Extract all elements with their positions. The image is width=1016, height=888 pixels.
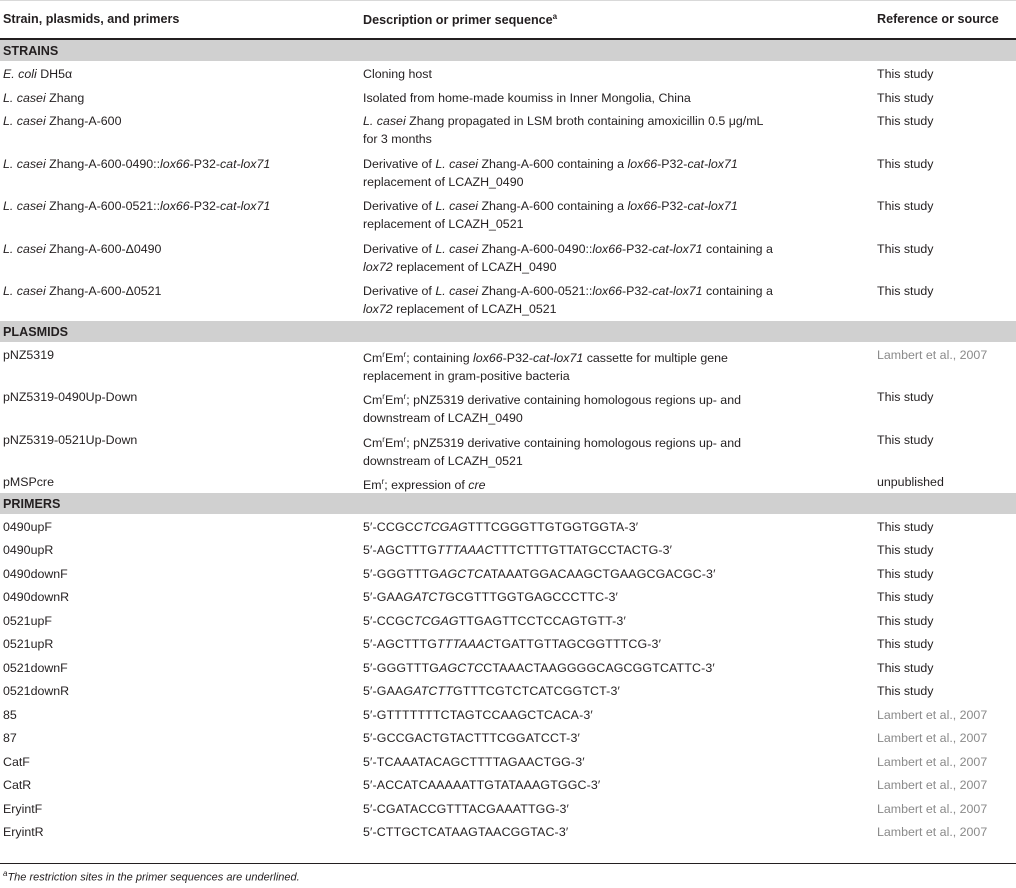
restriction-site: TTTAAAC — [437, 543, 494, 557]
footer-rule — [0, 863, 1016, 864]
table-row — [0, 151, 1016, 194]
primer-reference: Lambert et al., 2007 — [877, 801, 988, 816]
strain-description — [363, 112, 853, 148]
strain-genus: L. casei — [3, 284, 46, 298]
primer-name: 0521downF — [3, 660, 68, 675]
sequence-text: GCGTTTGGTGAGCCCTTC-3′ — [445, 590, 618, 604]
desc-text: Zhang propagated in LSM broth containing amoxicillin 0.5 μg/mL — [405, 114, 764, 128]
table-row — [0, 342, 1016, 385]
strain-lox: lox66 — [160, 199, 190, 213]
primer-reference: Lambert et al., 2007 — [877, 731, 988, 745]
desc-genus: L. casei — [435, 156, 479, 171]
sequence-text: 5′-CCGC — [363, 519, 414, 534]
desc-text: ; pNZ5319 derivative containing homologous regions up- and — [406, 435, 741, 450]
desc-marker: Cm — [363, 435, 383, 450]
desc-cassette: cat-lox71 — [532, 350, 584, 365]
desc-genus: L. casei — [435, 284, 479, 298]
desc-text: Derivative of — [363, 156, 436, 171]
restriction-site: AGCTC — [439, 660, 484, 675]
desc-cassette: cat-lox71 — [687, 156, 738, 171]
strain-name — [3, 65, 72, 83]
desc-marker: Cm — [363, 393, 383, 408]
primer-name: 0521upF — [3, 613, 52, 628]
primer-name: 0521upR — [3, 637, 54, 651]
strain-id: Zhang — [45, 90, 85, 105]
header-col-description — [363, 1, 853, 27]
strain-name — [3, 282, 161, 300]
sequence-text: CTAAACTAAGGGGCAGCGGTCATTC-3′ — [483, 660, 715, 675]
restriction-site: TTTAAAC — [437, 637, 494, 651]
desc-text: ; containing — [406, 350, 474, 365]
desc-lox: lox72 — [363, 302, 393, 316]
desc-genus: L. casei — [435, 199, 479, 213]
primer-sequence — [363, 612, 853, 630]
primer-sequence — [363, 753, 853, 771]
sequence-text: GTTTCGTCTCATCGGTCT-3′ — [452, 684, 620, 698]
table-row — [0, 655, 1016, 679]
strain-reference: This study — [877, 114, 934, 128]
desc-marker: Em — [384, 350, 404, 365]
plasmid-name: pNZ5319-0490Up-Down — [3, 390, 138, 404]
desc-text: Derivative of — [363, 241, 436, 256]
resistance-mark: r — [403, 434, 407, 444]
desc-text: containing a — [702, 241, 773, 256]
footnote — [3, 869, 300, 884]
desc-genus: L. casei — [435, 241, 479, 256]
desc-text: cassette for multiple gene — [583, 350, 728, 365]
restriction-site: TCGAG — [413, 613, 459, 628]
strain-description — [363, 282, 853, 318]
desc-text: Isolated from home-made koumiss in Inner Mongolia, China — [363, 90, 691, 105]
strain-reference: This study — [877, 241, 934, 256]
desc-text: replacement of LCAZH_0521 — [363, 217, 524, 231]
sequence-text: 5′-TCAAATACAGCTTTTAGAACTGG-3′ — [363, 754, 585, 769]
sequence-text: 5′-ACCATCAAAAATTGTATAAAGTGGC-3′ — [363, 778, 601, 792]
desc-text: downstream of LCAZH_0490 — [363, 411, 523, 426]
strain-reference: This study — [877, 156, 934, 171]
desc-text: for 3 months — [363, 132, 432, 146]
primer-sequence — [363, 541, 853, 559]
primer-name: 0521downR — [3, 684, 70, 698]
strain-reference: This study — [877, 284, 934, 298]
header-col-strain: Strain, plasmids, and primers — [3, 12, 180, 26]
desc-text: containing a — [702, 284, 773, 298]
desc-marker: Em — [363, 478, 382, 493]
strain-id: Zhang-A-600-Δ0521 — [45, 284, 162, 298]
desc-text: replacement of LCAZH_0490 — [363, 174, 524, 189]
table-row — [0, 514, 1016, 538]
sequence-text: 5′-AGCTTTG — [363, 637, 438, 651]
strain-genus: L. casei — [3, 241, 46, 256]
primer-name: 0490upR — [3, 543, 54, 557]
strain-reference: This study — [877, 90, 934, 105]
strain-cassette: cat-lox71 — [219, 156, 271, 171]
table-row — [0, 561, 1016, 585]
table-row — [0, 772, 1016, 796]
primer-reference: This study — [877, 566, 934, 581]
strain-id: Zhang-A-600-0490:: — [45, 156, 161, 171]
plasmid-reference: This study — [877, 390, 934, 404]
table-row — [0, 469, 1016, 493]
table-row — [0, 631, 1016, 655]
primer-sequence — [363, 776, 853, 794]
sequence-text: 5′-GAA — [363, 684, 404, 698]
strain-description — [363, 89, 853, 107]
primer-name: 87 — [3, 731, 17, 745]
primer-reference: This study — [877, 637, 934, 651]
header-col-description-text: Description or primer sequence — [363, 13, 553, 28]
strain-genus: L. casei — [3, 199, 46, 213]
restriction-site: GATCT — [403, 590, 446, 604]
desc-text: replacement of LCAZH_0490 — [392, 259, 557, 274]
primer-sequence — [363, 729, 853, 747]
strain-name — [3, 240, 161, 258]
footnote-text: The restriction sites in the primer sequences are underlined. — [7, 871, 300, 884]
desc-text: -P32- — [657, 199, 688, 213]
strain-promoter: -P32- — [189, 199, 220, 213]
table-row — [0, 608, 1016, 632]
desc-marker: Em — [384, 435, 404, 450]
desc-text: ; expression of — [384, 478, 469, 493]
strain-reference: This study — [877, 199, 934, 213]
plasmid-description — [363, 346, 853, 385]
primer-sequence — [363, 588, 853, 606]
table-row — [0, 85, 1016, 109]
desc-marker: Em — [384, 393, 404, 408]
table-row — [0, 819, 1016, 843]
desc-cassette: cat-lox71 — [652, 284, 703, 298]
strain-id: Zhang-A-600-0521:: — [45, 199, 161, 213]
strain-cassette: cat-lox71 — [219, 199, 271, 213]
plasmid-reference: unpublished — [877, 475, 944, 489]
strain-description — [363, 65, 853, 83]
primer-sequence — [363, 565, 853, 583]
desc-text: Zhang-A-600 containing a — [478, 199, 628, 213]
primer-sequence — [363, 659, 853, 677]
primer-name: EryintF — [3, 801, 43, 816]
table-row — [0, 725, 1016, 749]
sequence-text: ATAAATGGACAAGCTGAAGCGACGC-3′ — [483, 566, 716, 581]
sequence-text: 5′-CCGC — [363, 613, 414, 628]
desc-lox: cre — [468, 478, 486, 493]
strain-genus: E. coli — [3, 67, 37, 81]
table-row — [0, 427, 1016, 470]
strain-description — [363, 155, 853, 191]
primer-reference: Lambert et al., 2007 — [877, 754, 988, 769]
plasmid-description — [363, 473, 853, 494]
desc-text: Derivative of — [363, 199, 436, 213]
table-row — [0, 384, 1016, 427]
plasmid-rows — [0, 342, 1016, 493]
desc-text: replacement in gram-positive bacteria — [363, 368, 570, 383]
plasmid-reference: Lambert et al., 2007 — [877, 347, 988, 362]
primer-sequence — [363, 518, 853, 536]
desc-marker: Cm — [363, 350, 383, 365]
plasmid-description — [363, 388, 853, 427]
table-row — [0, 796, 1016, 820]
primer-sequence — [363, 800, 853, 818]
primer-sequence — [363, 635, 853, 653]
primer-name: 0490downR — [3, 590, 70, 604]
section-strains: STRAINS — [0, 40, 1016, 61]
footnote-mark: a — [3, 869, 8, 878]
primer-name: 85 — [3, 707, 17, 722]
resistance-mark: r — [403, 349, 407, 359]
strain-lox: lox66 — [160, 156, 190, 171]
sequence-text: 5′-AGCTTTG — [363, 543, 438, 557]
desc-text: downstream of LCAZH_0521 — [363, 453, 523, 468]
restriction-site: CTCGAG — [413, 519, 468, 534]
desc-text: replacement of LCAZH_0521 — [392, 302, 557, 316]
primer-reference: Lambert et al., 2007 — [877, 778, 988, 792]
desc-text: -P32- — [621, 284, 653, 298]
strain-genus: L. casei — [3, 114, 46, 128]
resistance-mark: r — [403, 392, 407, 401]
primer-name: 0490downF — [3, 566, 68, 581]
resistance-mark: r — [381, 477, 385, 486]
desc-text: Zhang-A-600 containing a — [478, 156, 628, 171]
section-plasmids: PLASMIDS — [0, 321, 1016, 342]
restriction-site: GATCTT — [403, 684, 453, 698]
desc-lox: lox66 — [592, 241, 622, 256]
strain-promoter: -P32- — [189, 156, 220, 171]
strain-id: Zhang-A-600-Δ0490 — [45, 241, 162, 256]
primer-reference: This study — [877, 543, 934, 557]
plasmid-description — [363, 431, 853, 470]
desc-text: Cloning host — [363, 67, 432, 81]
strain-rows — [0, 61, 1016, 321]
sequence-text: 5′-CTTGCTCATAAGTAACGGTAC-3′ — [363, 825, 569, 839]
primer-reference: This study — [877, 684, 934, 698]
sequence-text: TTTCTTTGTTATGCCTACTG-3′ — [493, 543, 673, 557]
sequence-text: 5′-GGGTTTG — [363, 660, 440, 675]
desc-lox: lox66 — [473, 350, 503, 365]
plasmid-name: pNZ5319 — [3, 347, 54, 362]
primer-sequence — [363, 706, 853, 724]
table-row — [0, 278, 1016, 321]
restriction-site: AGCTC — [439, 566, 484, 581]
table-row — [0, 749, 1016, 773]
strain-genus: L. casei — [3, 90, 46, 105]
table-row — [0, 108, 1016, 151]
sequence-text: 5′-GCCGACTGTACTTTCGGATCCT-3′ — [363, 731, 580, 745]
desc-text: ; pNZ5319 derivative containing homologous regions up- and — [406, 393, 741, 408]
strain-reference: This study — [877, 67, 934, 81]
primer-name: CatF — [3, 754, 30, 769]
table-header — [0, 0, 1016, 38]
table-row — [0, 678, 1016, 702]
primer-reference: This study — [877, 519, 934, 534]
desc-text: -P32- — [502, 350, 533, 365]
sequence-text: TGATTGTTAGCGGTTTCG-3′ — [493, 637, 662, 651]
primer-reference: This study — [877, 660, 934, 675]
sequence-text: TTTCGGGTTGTGGTGGTA-3′ — [467, 519, 639, 534]
primer-rows — [0, 514, 1016, 843]
primer-reference: Lambert et al., 2007 — [877, 707, 988, 722]
strain-description — [363, 197, 853, 233]
primer-name: CatR — [3, 778, 32, 792]
header-footnote-mark: a — [552, 12, 558, 21]
sequence-text: 5′-CGATACCGTTTACGAAATTGG-3′ — [363, 801, 570, 816]
desc-lox: lox72 — [363, 259, 393, 274]
desc-lox: lox66 — [592, 284, 622, 298]
strain-id: Zhang-A-600 — [45, 114, 122, 128]
table-row — [0, 702, 1016, 726]
strain-name — [3, 155, 270, 173]
desc-lox: lox66 — [627, 199, 658, 213]
table-row — [0, 61, 1016, 85]
strain-name — [3, 197, 270, 215]
desc-cassette: cat-lox71 — [687, 199, 738, 213]
plasmid-name: pMSPcre — [3, 475, 54, 489]
strain-name — [3, 112, 121, 130]
sequence-text: 5′-GGGTTTG — [363, 566, 440, 581]
table-row — [0, 584, 1016, 608]
strain-description — [363, 240, 853, 276]
section-primers: PRIMERS — [0, 493, 1016, 514]
plasmid-reference: This study — [877, 432, 934, 447]
primer-name: EryintR — [3, 825, 44, 839]
header-col-reference: Reference or source — [877, 12, 999, 26]
primer-reference: This study — [877, 590, 934, 604]
primer-reference: Lambert et al., 2007 — [877, 825, 988, 839]
desc-cassette: cat-lox71 — [652, 241, 703, 256]
sequence-text: 5′-GTTTTTTTCTAGTCCAAGCTCACA-3′ — [363, 707, 593, 722]
resistance-mark: r — [382, 434, 385, 444]
strain-genus: L. casei — [3, 156, 46, 171]
desc-lox: lox66 — [627, 156, 658, 171]
desc-text: Zhang-A-600-0521:: — [478, 284, 593, 298]
desc-text: Derivative of — [363, 284, 436, 298]
plasmid-name: pNZ5319-0521Up-Down — [3, 432, 138, 447]
resistance-mark: r — [382, 349, 385, 359]
desc-text: Zhang-A-600-0490:: — [478, 241, 593, 256]
primer-sequence — [363, 682, 853, 700]
desc-text: -P32- — [621, 241, 653, 256]
strain-name — [3, 89, 84, 107]
primer-sequence — [363, 823, 853, 841]
table-row — [0, 236, 1016, 279]
resistance-mark: r — [382, 392, 385, 401]
desc-genus: L. casei — [363, 114, 406, 128]
table-row — [0, 537, 1016, 561]
table-row — [0, 193, 1016, 236]
strain-id: DH5α — [36, 67, 73, 81]
primer-name: 0490upF — [3, 519, 52, 534]
desc-text: -P32- — [657, 156, 688, 171]
primer-reference: This study — [877, 613, 934, 628]
sequence-text: TTGAGTTCCTCCAGTGTT-3′ — [458, 613, 626, 628]
sequence-text: 5′-GAA — [363, 590, 404, 604]
